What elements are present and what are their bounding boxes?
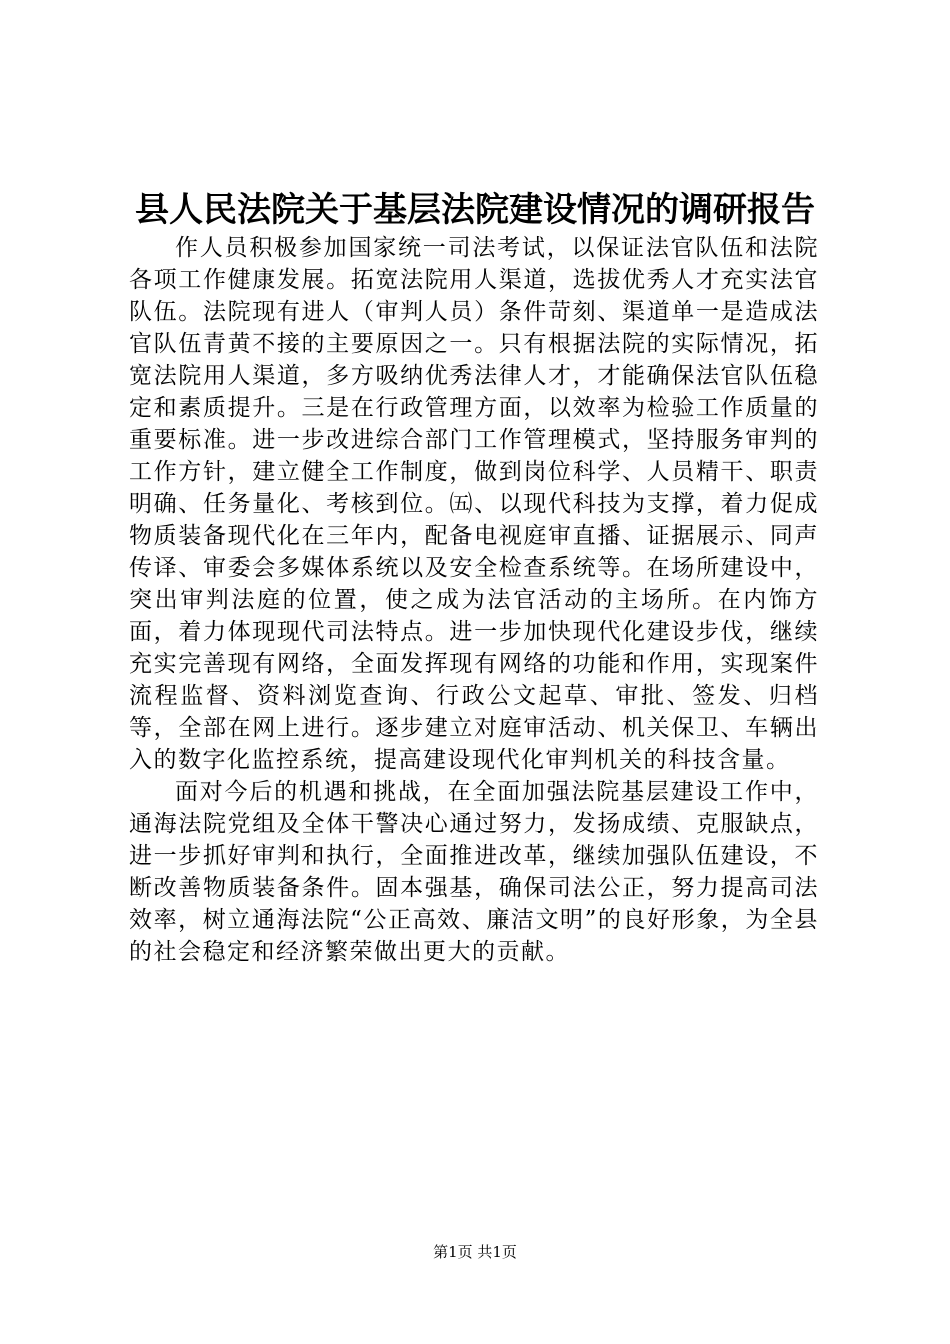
document-body: [129, 232, 819, 968]
body-paragraph-1: 作人员积极参加国家统一司法考试，以保证法官队伍和法院各项工作健康发展。拓宽法院用人渠道，选拔优秀人才充实法官队伍。法院现有进人（审判人员）条件苛刻、渠道单一是造成法官队伍青黄不接的主要原因之一。只有根据法院的实际情况，拓宽法院用人渠道，多方吸纳优秀法律人才，才能确保法官队伍稳定和素质提升。三是在行政管理方面，以效率为检验工作质量的重要标准。进一步改进综合部门工作管理模式，坚持服务审判的工作方针，建立健全工作制度，做到岗位科学、人员精干、职责明确、任务量化、考核到位。㈤、以现代科技为支撑，着力促成物质装备现代化在三年内，配备电视庭审直播、证据展示、同声传译、审委会多媒体系统以及安全检查系统等。在场所建设中，突出审判法庭的位置，使之成为法官活动的主场所。在内饰方面，着力体现现代司法特点。进一步加快现代化建设步伐，继续充实完善现有网络，全面发挥现有网络的功能和作用，实现案件流程监督、资料浏览查询、行政公文起草、审批、签发、归档等，全部在网上进行。逐步建立对庭审活动、机关保卫、车辆出入的数字化监控系统，提高建设现代化审判机关的科技含量。: [129, 235, 819, 773]
body-paragraph-2: 面对今后的机遇和挑战，在全面加强法院基层建设工作中，通海法院党组及全体干警决心通过努力，发扬成绩、克服缺点，进一步抓好审判和执行，全面推进改革，继续加强队伍建设，不断改善物质装备条件。固本强基，确保司法公正，努力提高司法效率，树立通海法院“公正高效、廉洁文明”的良好形象，为全县的社会稳定和经济繁荣做出更大的贡献。: [129, 779, 819, 965]
document-title: 县人民法院关于基层法院建设情况的调研报告: [135, 190, 815, 230]
page-number-footer: 第1页 共1页: [433, 1243, 517, 1261]
